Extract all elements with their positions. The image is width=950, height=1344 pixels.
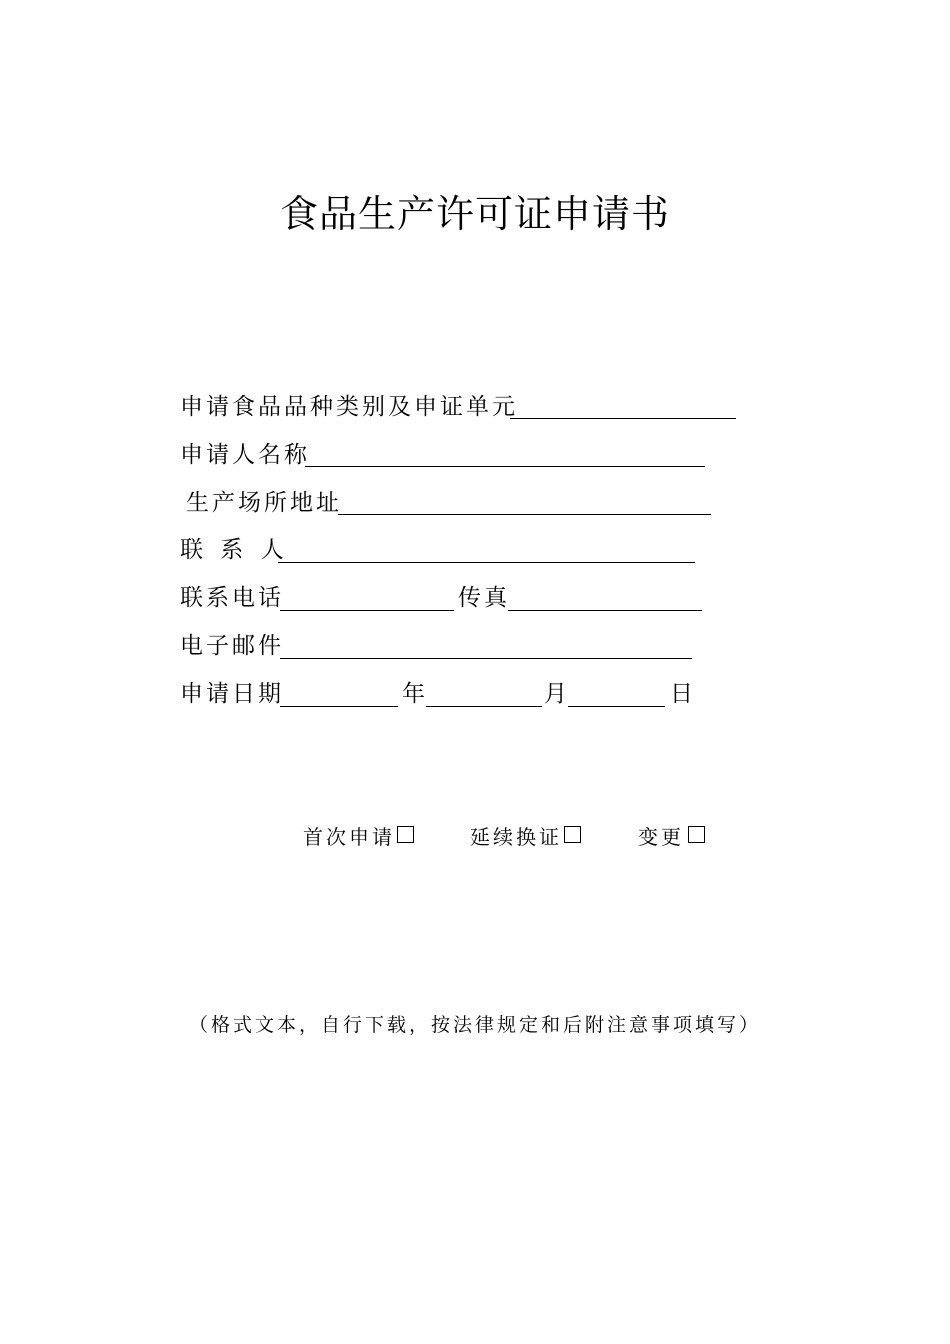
date-day-field[interactable]: [568, 706, 665, 707]
change-checkbox[interactable]: [688, 826, 705, 843]
address-label: 生产场所地址: [186, 490, 342, 516]
change-label: 变更: [638, 825, 684, 849]
document-title: 食品生产许可证申请书: [279, 192, 670, 236]
contact-person-field[interactable]: [278, 562, 695, 563]
email-label: 电子邮件: [180, 633, 284, 659]
renewal-label: 延续换证: [470, 825, 562, 849]
phone-field[interactable]: [280, 610, 454, 611]
applicant-name-label: 申请人名称: [180, 442, 310, 468]
applicant-name-field[interactable]: [305, 466, 705, 467]
renewal-checkbox[interactable]: [564, 826, 581, 843]
category-label: 申请食品品种类别及申证单元: [180, 394, 518, 420]
month-label: 月: [544, 681, 570, 707]
first-application-checkbox[interactable]: [397, 826, 414, 843]
format-note: （格式文本，自行下载，按法律规定和后附注意事项填写）: [188, 1014, 761, 1036]
phone-label: 联系电话: [180, 585, 284, 611]
first-application-label: 首次申请: [303, 825, 395, 849]
date-label: 申请日期: [180, 681, 284, 707]
contact-person-label: 联 系 人: [180, 537, 289, 563]
date-year-field[interactable]: [280, 706, 398, 707]
address-field[interactable]: [338, 514, 711, 515]
fax-label: 传真: [458, 585, 510, 611]
day-label: 日: [670, 681, 696, 707]
category-field[interactable]: [510, 418, 736, 419]
email-field[interactable]: [280, 658, 692, 659]
date-month-field[interactable]: [426, 706, 542, 707]
year-label: 年: [402, 681, 428, 707]
fax-field[interactable]: [508, 610, 702, 611]
